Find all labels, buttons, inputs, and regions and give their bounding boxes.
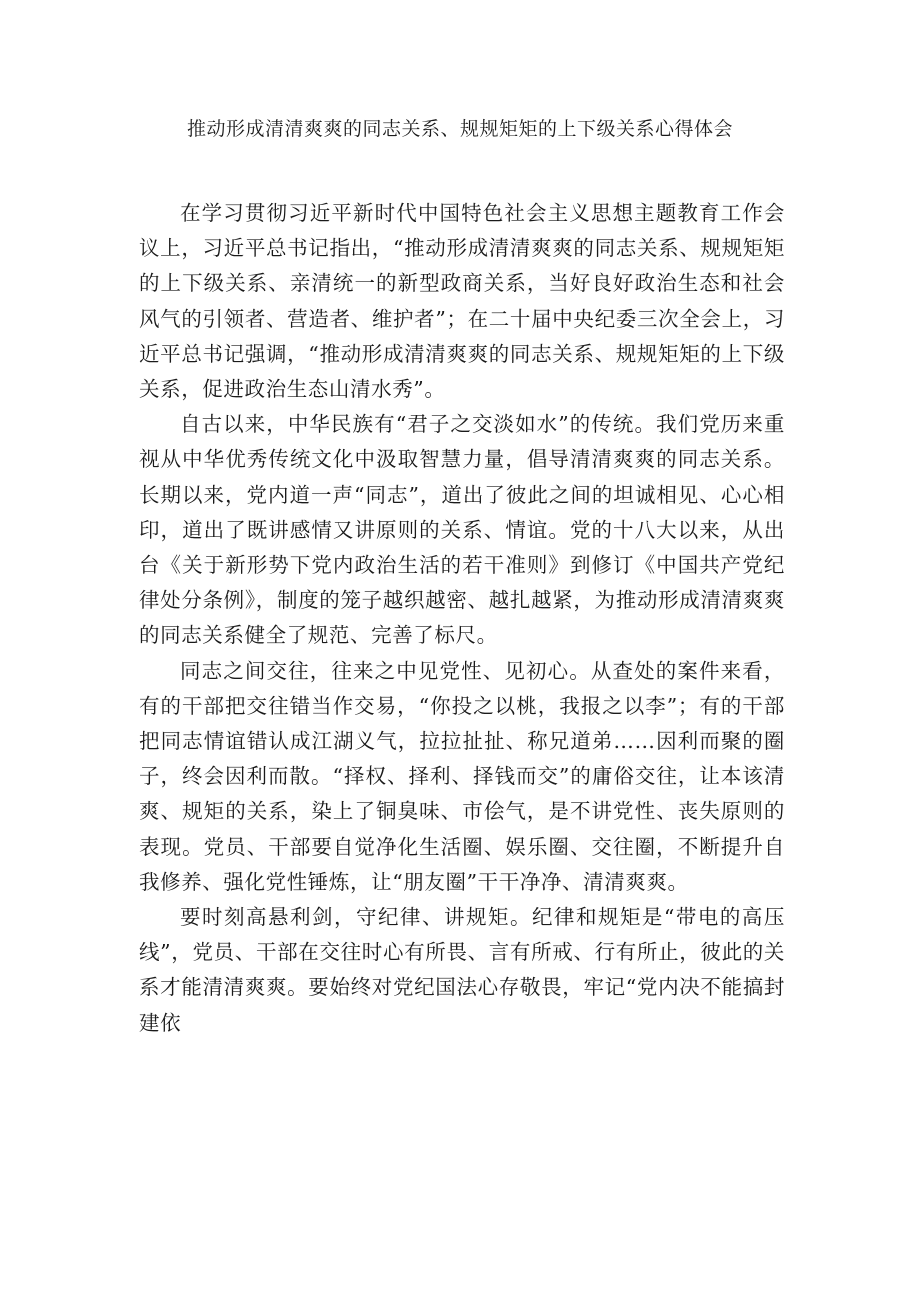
paragraph: 在学习贯彻习近平新时代中国特色社会主义思想主题教育工作会议上，习近平总书记指出，“推动形成清清爽爽的同志关系、规规矩矩的上下级关系、亲清统一的新型政商关系，当好良好政治生态和社会风气的引领者、营造者、维护者”；在二十届中央纪委三次全会上，习近平总书记强调，“推动形成清清爽爽的同志关系、规规矩矩的上下级关系，促进政治生态山清水秀”。 [139, 201, 785, 402]
paragraph: 同志之间交往，往来之中见党性、见初心。从查处的案件来看，有的干部把交往错当作交易，“你投之以桃，我报之以李”；有的干部把同志情谊错认成江湖义气，拉拉扯扯、称兄道弟……因利而聚的圈子，终会因利而散。“择权、择利、择钱而交”的庸俗交往，让本该清爽、规矩的关系，染上了铜臭味、市侩气，是不讲党性、丧失原则的表现。党员、干部要自觉净化生活圈、娱乐圈、交往圈，不断提升自我修养、强化党性锤炼，让“朋友圈”干干净净、清清爽爽。 [139, 658, 785, 894]
document-title: 推动形成清清爽爽的同志关系、规规矩矩的上下级关系心得体会 [186, 118, 733, 140]
paragraph: 要时刻高悬利剑，守纪律、讲规矩。纪律和规矩是“带电的高压线”，党员、干部在交往时心有所畏、言有所戒、行有所止，彼此的关系才能清清爽爽。要始终对党纪国法心存敬畏，牢记“党内决不能搞封建依 [139, 905, 785, 1035]
document-body [139, 196, 785, 1041]
paragraph: 自古以来，中华民族有“君子之交淡如水”的传统。我们党历来重视从中华优秀传统文化中汲取智慧力量，倡导清清爽爽的同志关系。长期以来，党内道一声“同志”，道出了彼此之间的坦诚相见、心心相印，道出了既讲感情又讲原则的关系、情谊。党的十八大以来，从出台《关于新形势下党内政治生活的若干准则》到修订《中国共产党纪律处分条例》，制度的笼子越织越密、越扎越紧，为推动形成清清爽爽的同志关系健全了规范、完善了标尺。 [139, 412, 785, 648]
